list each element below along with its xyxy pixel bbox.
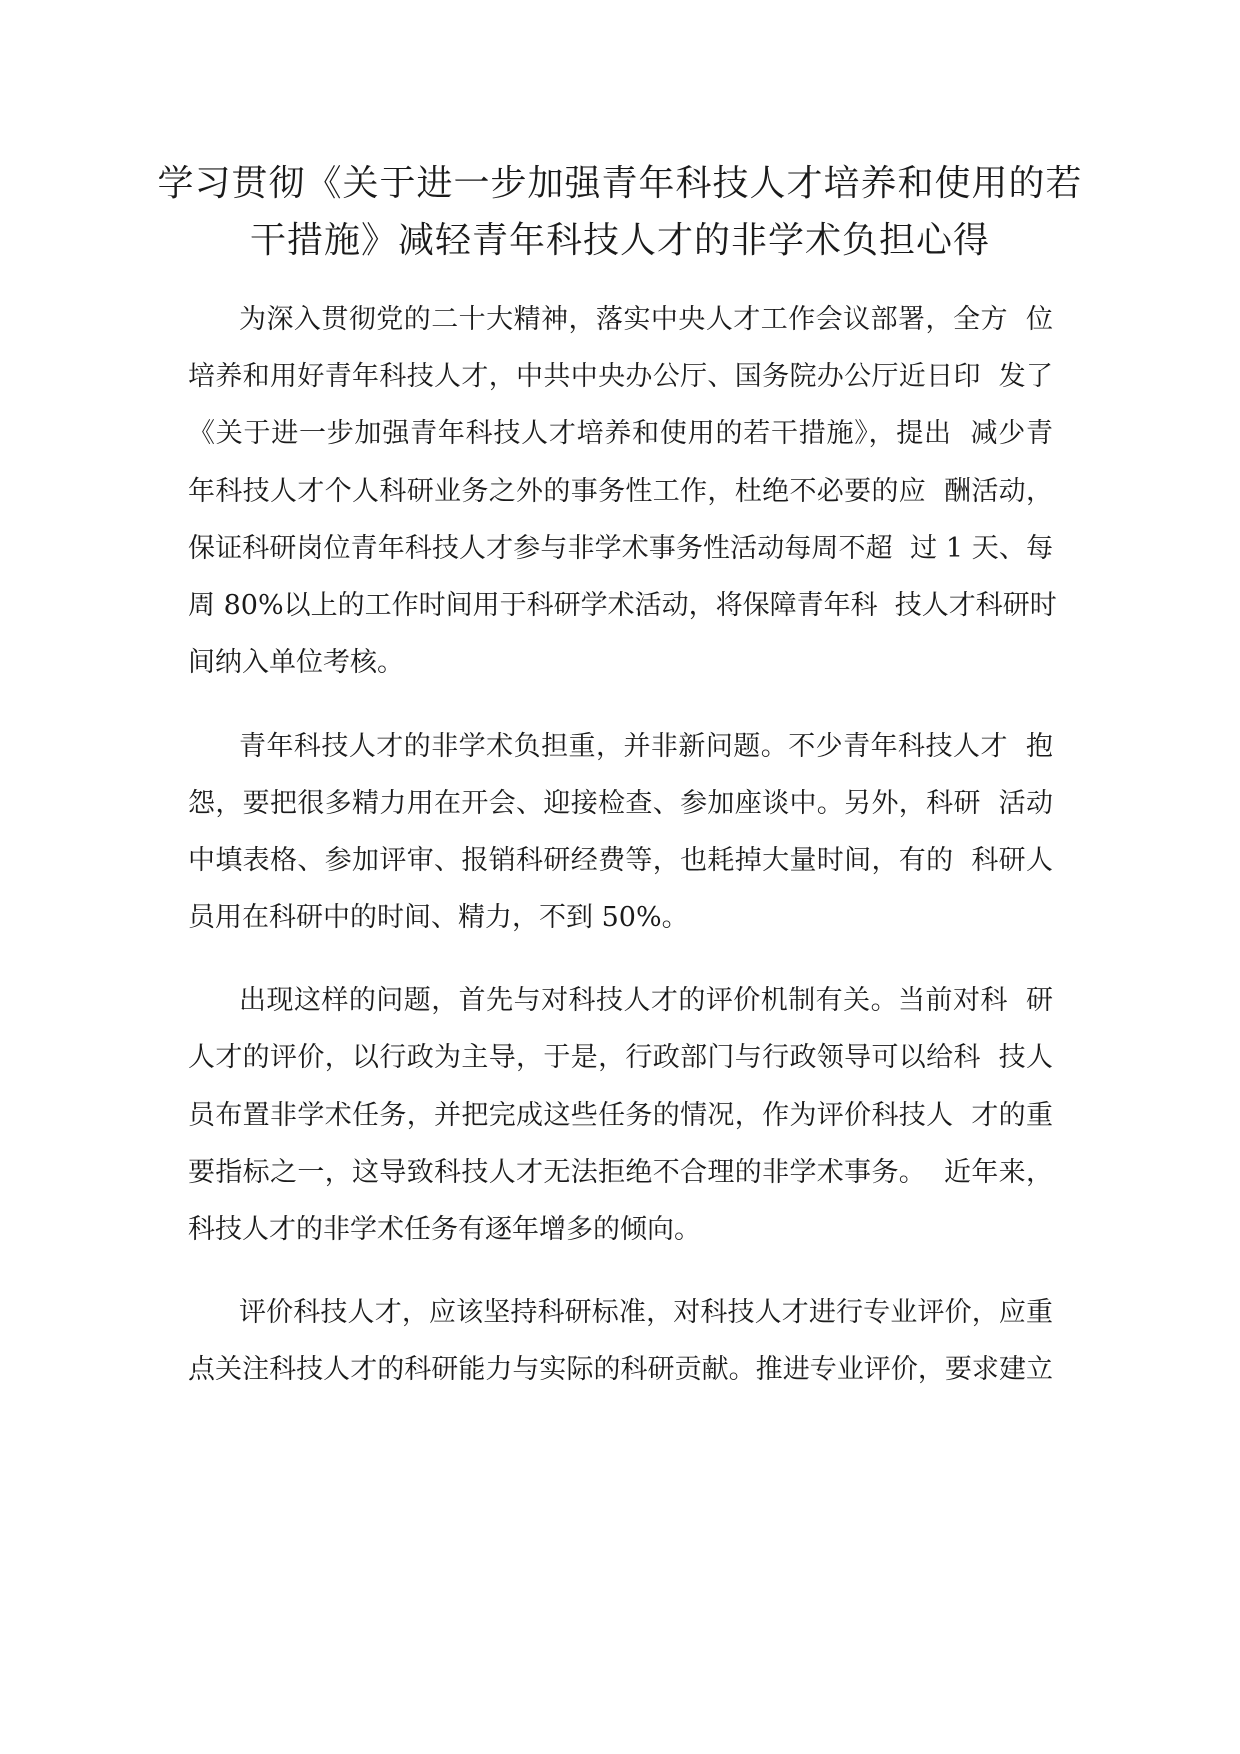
document-title-line-2: 干措施》减轻青年科技人才的非学术负担心得	[249, 220, 990, 261]
paragraph-1-line-1: 为深入贯彻党的二十大精神，落实中央人才工作会议部署，全方 位	[239, 304, 1053, 335]
paragraph-1-line-2: 培养和用好青年科技人才，中共中央办公厅、国务院办公厅近日印 发了	[188, 361, 1053, 392]
paragraph-3-line-1: 出现这样的问题，首先与对科技人才的评价机制有关。当前对科 研	[239, 985, 1053, 1016]
document-title-line-1: 学习贯彻《关于进一步加强青年科技人才培养和使用的若	[157, 163, 1083, 204]
paragraph-2-line-3: 中填表格、参加评审、报销科研经费等，也耗掉大量时间，有的 科研人	[188, 845, 1053, 876]
paragraph-1-line-4: 年科技人才个人科研业务之外的事务性工作，杜绝不必要的应 酬活动，	[188, 476, 1053, 507]
paragraph-1-line-6: 周 80%以上的工作时间用于科研学术活动，将保障青年科 技人才科研时	[188, 590, 1057, 621]
paragraph-1-line-5: 保证科研岗位青年科技人才参与非学术事务性活动每周不超 过 1 天、每	[188, 533, 1053, 564]
paragraph-2-line-2: 怨，要把很多精力用在开会、迎接检查、参加座谈中。另外，科研 活动	[188, 788, 1053, 819]
paragraph-3-line-5: 科技人才的非学术任务有逐年增多的倾向。	[188, 1214, 701, 1245]
paragraph-4-line-2: 点关注科技人才的科研能力与实际的科研贡献。推进专业评价，要求建立	[188, 1354, 1053, 1385]
paragraph-2-line-4: 员用在科研中的时间、精力，不到 50%。	[188, 902, 689, 933]
paragraph-4-line-1: 评价科技人才，应该坚持科研标准，对科技人才进行专业评价，应重	[239, 1297, 1053, 1328]
paragraph-3-line-4: 要指标之一，这导致科技人才无法拒绝不合理的非学术事务。 近年来，	[188, 1157, 1053, 1188]
paragraph-1-line-7: 间纳入单位考核。	[188, 647, 404, 678]
paragraph-1-line-3: 《关于进一步加强青年科技人才培养和使用的若干措施》，提出 减少青	[188, 418, 1053, 449]
paragraph-3-line-3: 员布置非学术任务，并把完成这些任务的情况，作为评价科技人 才的重	[188, 1100, 1053, 1131]
paragraph-2-line-1: 青年科技人才的非学术负担重，并非新问题。不少青年科技人才 抱	[239, 731, 1053, 762]
paragraph-3-line-2: 人才的评价，以行政为主导，于是，行政部门与行政领导可以给科 技人	[188, 1042, 1053, 1073]
